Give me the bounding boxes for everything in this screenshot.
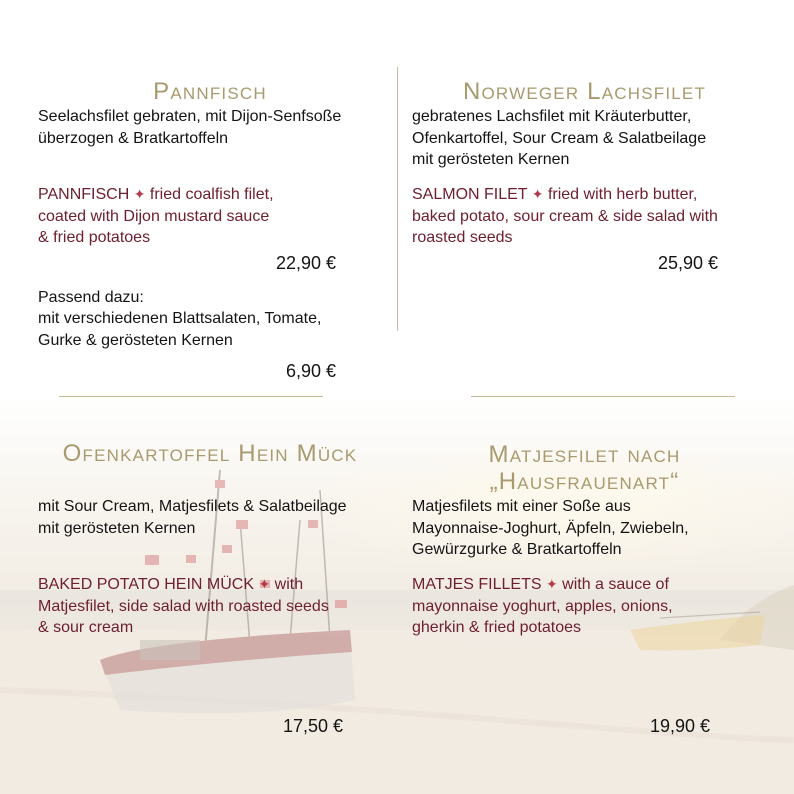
item-description-en bbox=[38, 574, 388, 639]
item-description-en-first: fried coalfish filet, bbox=[149, 186, 274, 203]
item-description-de: Seelachsfilet gebraten, mit Dijon-Senfsoße überzogen & Bratkartoffeln bbox=[38, 108, 342, 147]
item-title: Norweger Lachsfilet bbox=[462, 78, 707, 105]
item-description-de: mit Sour Cream, Matjesfilets & Salatbeilage mit gerösteten Kernen bbox=[38, 498, 347, 537]
item-description-en-first: with bbox=[274, 576, 304, 593]
item-price: 22,90 € bbox=[275, 253, 336, 273]
side-dish-label: Passend dazu: bbox=[38, 289, 144, 306]
vertical-divider bbox=[397, 67, 398, 331]
side-dish-price: 6,90 € bbox=[285, 361, 336, 381]
item-description-en bbox=[38, 184, 388, 249]
item-name-en: PANNFISCH bbox=[38, 186, 130, 203]
item-title: Ofenkartoffel Hein Mück bbox=[62, 440, 358, 467]
item-price: 25,90 € bbox=[657, 253, 718, 273]
item-name-en: SALMON FILET bbox=[412, 186, 528, 203]
four-point-star-icon: ✦ bbox=[531, 186, 544, 202]
item-title-line2: „Hausfrauenart“ bbox=[489, 468, 680, 495]
item-description-en-first: fried with herb butter, bbox=[547, 186, 698, 203]
item-title bbox=[412, 441, 757, 495]
item-description-en-rest: mayonnaise yoghurt, apples, onions, gherkin & fried potatoes bbox=[412, 597, 673, 636]
item-name-en: BAKED POTATO HEIN MÜCK bbox=[38, 576, 255, 593]
item-title: Pannfisch bbox=[153, 78, 267, 105]
four-point-star-icon: ✦ bbox=[258, 576, 271, 592]
item-description-de: Matjesfilets mit einer Soße aus Mayonnaise-Joghurt, Äpfeln, Zwiebeln, Gewürzgurke & Bratkartoffeln bbox=[412, 498, 689, 558]
four-point-star-icon: ✦ bbox=[133, 186, 146, 202]
horizontal-divider-left bbox=[59, 396, 323, 397]
item-title-line1: Matjesfilet nach bbox=[488, 441, 681, 468]
four-point-star-icon: ✦ bbox=[545, 576, 558, 592]
item-description-en-first: with a sauce of bbox=[562, 576, 669, 593]
item-description-en-rest: Matjesfilet, side salad with roasted seeds & sour cream bbox=[38, 597, 329, 636]
item-price: 19,90 € bbox=[649, 716, 710, 736]
item-description-de: gebratenes Lachsfilet mit Kräuterbutter, Ofenkartoffel, Sour Cream & Salatbeilage mit gerösteten Kernen bbox=[412, 108, 707, 168]
item-description-en bbox=[412, 574, 772, 639]
item-description-en bbox=[412, 184, 782, 249]
item-description-en-rest: baked potato, sour cream & side salad with roasted seeds bbox=[412, 207, 718, 246]
horizontal-divider-right bbox=[471, 396, 735, 397]
item-name-en: MATJES FILLETS bbox=[412, 576, 542, 593]
side-dish-description: mit verschiedenen Blattsalaten, Tomate, Gurke & gerösteten Kernen bbox=[38, 310, 322, 349]
item-description-en-rest: coated with Dijon mustard sauce & fried potatoes bbox=[38, 207, 270, 246]
item-price: 17,50 € bbox=[282, 716, 343, 736]
